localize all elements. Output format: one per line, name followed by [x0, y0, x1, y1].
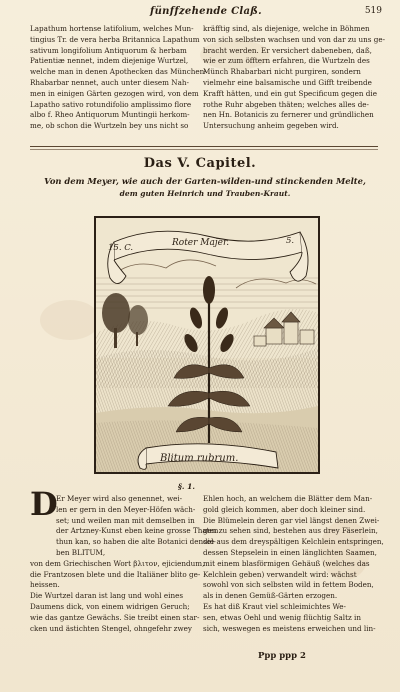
- plant-caption: Blitum rubrum.: [160, 453, 239, 464]
- banner-right-label: 5.: [286, 236, 295, 246]
- text-line: me, ob schon die Wurtzeln bey uns nicht so: [30, 121, 189, 131]
- text-line: sich, weswegen es meistens erweichen und lin-: [203, 623, 376, 633]
- running-title: fünffzehende Claß.: [150, 6, 262, 17]
- text-line: dessen Stepselein in einen länglichten Saamen,: [203, 547, 377, 557]
- text-line: kräfftig sind, als diejenige, welche in Böhmen: [203, 24, 370, 33]
- section-divider-thin: [30, 149, 378, 150]
- text-line: Krafft hätten, und ein gut Specificum gegen die: [203, 88, 377, 98]
- drop-cap: D: [30, 485, 58, 523]
- text-line: Patientiæ nennet, indem diejenige Wurtzel,: [30, 56, 189, 66]
- text-line: Daumens dick, von einem widrigen Geruch;: [30, 601, 190, 611]
- text-line: Münch Rhabarbari nicht purgiren, sondern: [203, 67, 361, 77]
- text-line: der Artzney-Kunst eben keine grosse Thaten: [56, 526, 219, 536]
- text-line: set; und weilen man mit demselben in: [56, 515, 195, 525]
- chapter-subtitle-line-2: dem guten Heinrich und Trauben-Kraut.: [119, 189, 291, 198]
- section-mark: §. 1.: [178, 482, 195, 491]
- banner-left-label: 15. C.: [108, 243, 134, 253]
- text-line: gen zu sehen sind, bestehen aus drey Fäserlein,: [203, 526, 378, 536]
- text-line: Die Wurtzel daran ist lang und wohl eines: [30, 591, 184, 601]
- text-line: welche man in denen Apothecken das München-: [30, 67, 207, 77]
- text-line: sen, etwas Oehl und wenig flüchtig Saltz in: [203, 612, 361, 622]
- text-line: mit einem blasförmigen Gehäuß (welches das: [203, 558, 370, 568]
- bottom-left-column: [30, 494, 219, 634]
- text-line: Ehlen hoch, an welchem die Blätter dem Man-: [203, 494, 373, 503]
- text-line: nen Hn. Botanicis zu fernerer und gründlichen: [203, 110, 374, 120]
- text-line: albo f. Rheo Antiquorum Muntingii herkom-: [30, 110, 190, 120]
- top-right-column: [203, 24, 386, 132]
- text-line: Kelchlein geben) verwandelt wird: wächst: [203, 569, 357, 579]
- text-line: rothe Ruhr abgeben thäten; welches alles de-: [203, 99, 369, 109]
- text-line: Es hat diß Kraut viel schleimichtes We-: [203, 601, 346, 611]
- page-header: [30, 6, 382, 22]
- paper-stain: [40, 300, 100, 340]
- text-line: ben BLITUM,: [56, 547, 106, 557]
- top-left-column: [30, 24, 207, 132]
- chapter-subtitle-line-1: Von dem Meyer, wie auch der Garten-wilden-und stinckenden Melte,: [44, 176, 366, 186]
- text-line: cken und ästichten Stengel, ohngefehr zwey: [30, 623, 192, 633]
- text-line: men in einigen Gärten gezogen wird, von dem: [30, 88, 199, 98]
- banner-title: Roter Majer.: [172, 238, 230, 248]
- text-line: die Frantzosen blete und die Italiäner blito ge-: [30, 569, 201, 579]
- text-line: bracht werden. Er versichert dabeneben, daß,: [203, 45, 372, 55]
- text-line: sowohl von sich selbsten wild in fettem Boden,: [203, 580, 374, 590]
- text-line: wie das gantze Gewächs. Sie treibt einen star-: [30, 612, 200, 622]
- text-line: Rhabarbar nennet, auch unter diesem Nah-: [30, 77, 189, 87]
- text-line: len er gern in den Meyer-Höfen wäch-: [56, 504, 196, 514]
- bottom-right-column: [203, 494, 384, 634]
- text-line: Die Blümelein deren gar viel längst denen Zwei-: [203, 515, 380, 525]
- text-line: vielmehr eine balsamische und Gifft treibende: [203, 77, 372, 87]
- text-line: von sich selbsten wachsen und von dar zu uns ge-: [203, 34, 386, 44]
- text-line: von dem Griechischen Wort βλιτον, ejiciendum,: [30, 558, 205, 568]
- text-line: gold gleich kommen, aber doch kleiner sind.: [203, 504, 366, 514]
- text-line: Lapathum hortense latifolium, welches Mun-: [30, 24, 194, 33]
- text-line: wie er zum öfftern erfahren, die Wurtzeln des: [203, 56, 370, 66]
- printer-signature: Ppp ppp 2: [258, 651, 306, 661]
- text-line: sativum longifolium Antiquorum & herbam: [30, 45, 187, 55]
- text-line: Lapatho sativo rotundifolio amplissimo flore: [30, 99, 192, 109]
- text-line: tingius Tr. de vera herba Britannica Lapathum: [30, 34, 200, 44]
- engraving-plate: [94, 216, 320, 474]
- engraving-illustration: [96, 218, 318, 472]
- page-number: 519: [364, 6, 382, 16]
- text-line: Untersuchung anheim gegeben wird.: [203, 121, 339, 131]
- chapter-heading: Das V. Capitel.: [143, 156, 257, 171]
- text-line: heissen.: [30, 580, 60, 590]
- text-line: Er Meyer wird also genennet, wei-: [56, 494, 183, 503]
- text-line: die aus dem dreyspältigen Kelchlein entspringen,: [203, 537, 384, 547]
- text-line: thun kan, so haben die alte Botanici densel-: [56, 537, 216, 547]
- section-divider: [30, 146, 378, 147]
- text-line: als in denen Gemüß-Gärten erzogen.: [203, 591, 338, 601]
